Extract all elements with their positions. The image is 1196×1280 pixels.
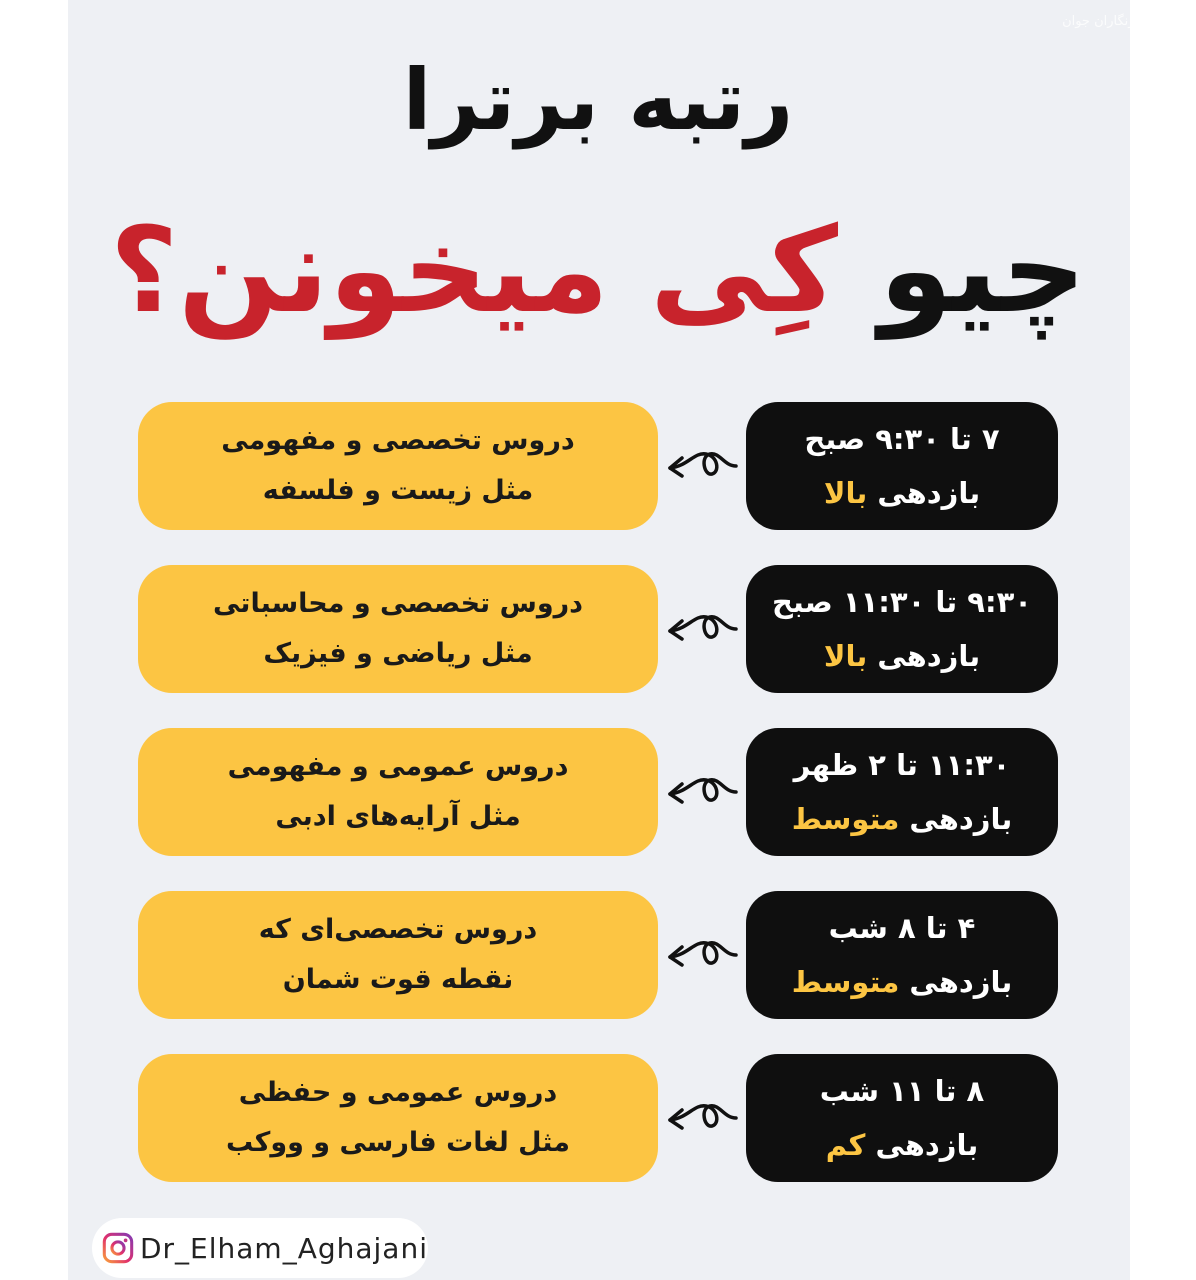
- time-range: ۴ تا ۸ شب: [828, 911, 976, 945]
- schedule-row: [138, 1054, 1058, 1184]
- schedule-row: [138, 891, 1058, 1021]
- curly-arrow-icon: [666, 607, 738, 651]
- subject-line-2: مثل ریاضی و فیزیک: [263, 638, 533, 669]
- time-box: [746, 1054, 1058, 1182]
- curly-arrow-icon: [666, 933, 738, 977]
- watermark: باشگاه خبرنگاران جوان: [1062, 14, 1188, 29]
- title-word-black: چیو: [879, 201, 1087, 339]
- subject-line-1: دروس عمومی و حفظی: [238, 1077, 558, 1108]
- efficiency: [826, 1118, 979, 1172]
- subject-line-2: مثل آرایه‌های ادبی: [275, 801, 521, 832]
- efficiency-label: بازدهی: [875, 1128, 979, 1162]
- subject-box: [138, 1054, 658, 1182]
- curly-arrow-icon: [666, 444, 738, 488]
- schedule-row: [138, 728, 1058, 858]
- efficiency: [824, 466, 980, 520]
- efficiency: [792, 792, 1012, 846]
- time-range: ۷ تا ۹:۳۰ صبح: [804, 422, 1000, 456]
- time-range: ۸ تا ۱۱ شب: [819, 1074, 985, 1108]
- efficiency: [824, 629, 980, 683]
- time-range: ۱۱:۳۰ تا ۲ ظهر: [793, 748, 1011, 782]
- efficiency-level: بالا: [823, 639, 868, 673]
- time-box: [746, 565, 1058, 693]
- time-box: [746, 891, 1058, 1019]
- title-line-1: رتبه برترا: [402, 51, 794, 149]
- curly-arrow-icon: [666, 1096, 738, 1140]
- subject-line-2: مثل لغات فارسی و ووکب: [226, 1127, 570, 1158]
- time-box: [746, 728, 1058, 856]
- subject-box: [138, 402, 658, 530]
- schedule-row: [138, 402, 1058, 532]
- efficiency-level: کم: [825, 1128, 866, 1162]
- time-range: ۹:۳۰ تا ۱۱:۳۰ صبح: [772, 585, 1032, 619]
- efficiency-label: بازدهی: [909, 965, 1013, 999]
- subject-line-2: مثل زیست و فلسفه: [262, 475, 534, 506]
- efficiency-level: متوسط: [791, 802, 900, 836]
- title-word-red: کِی میخونن؟: [109, 201, 838, 339]
- subject-box: [138, 891, 658, 1019]
- subject-box: [138, 565, 658, 693]
- efficiency-level: بالا: [823, 476, 868, 510]
- efficiency-level: متوسط: [791, 965, 900, 999]
- subject-line-1: دروس تخصصی و محاسباتی: [212, 588, 584, 619]
- efficiency-label: بازدهی: [877, 639, 981, 673]
- title-line-2: [0, 190, 1196, 350]
- instagram-handle-badge[interactable]: [92, 1218, 428, 1278]
- time-box: [746, 402, 1058, 530]
- subject-line-1: دروس تخصصی‌ای که: [258, 914, 538, 945]
- subject-line-1: دروس عمومی و مفهومی: [227, 751, 569, 782]
- instagram-handle: Dr_Elham_Aghajani: [139, 1231, 428, 1265]
- schedule-row: [138, 565, 1058, 695]
- subject-line-2: نقطه قوت شمان: [282, 964, 514, 995]
- subject-line-1: دروس تخصصی و مفهومی: [221, 425, 575, 456]
- efficiency-label: بازدهی: [909, 802, 1013, 836]
- curly-arrow-icon: [666, 770, 738, 814]
- instagram-icon: [102, 1227, 134, 1269]
- efficiency-label: بازدهی: [877, 476, 981, 510]
- subject-box: [138, 728, 658, 856]
- efficiency: [792, 955, 1012, 1009]
